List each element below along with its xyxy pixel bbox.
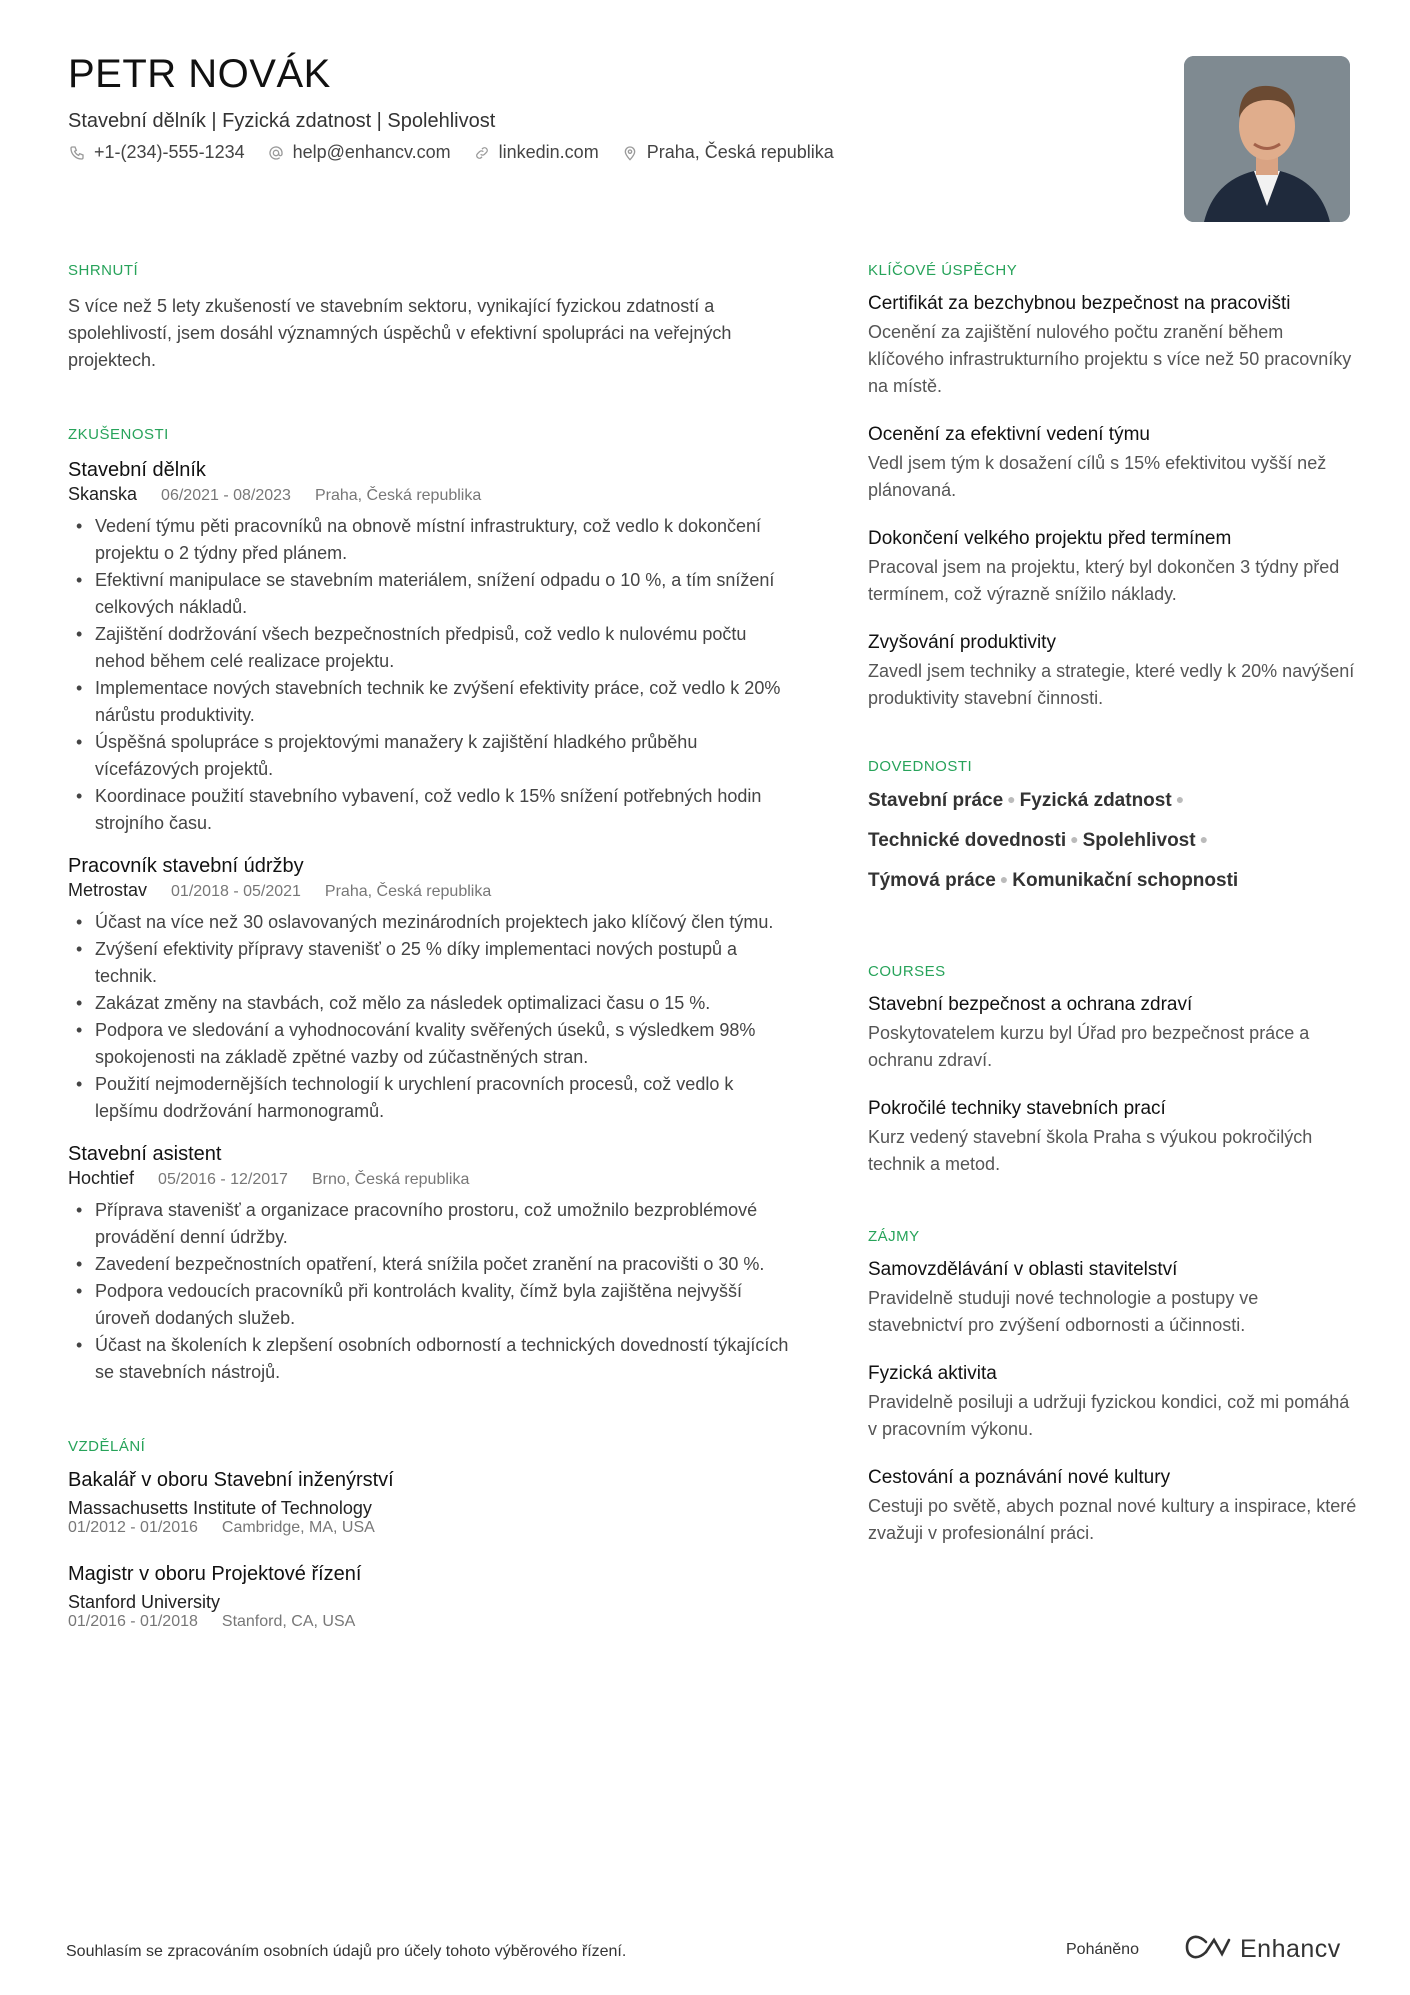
job-title: Stavební asistent (68, 1143, 222, 1165)
course-item (868, 1098, 1358, 1178)
course-desc: Poskytovatelem kurzu byl Úřad pro bezpečnost práce a ochranu zdraví. (868, 1023, 1310, 1070)
education-section (68, 1438, 798, 1631)
experience-item (68, 855, 798, 1125)
bullet-item: • Efektivní manipulace se stavebním materiálem, snížení odpadu o 10 %, a tím snížení celkových nákladů. (68, 567, 798, 621)
website-text: linkedin.com (498, 142, 599, 162)
course-title: Pokročilé techniky stavebních prací (868, 1098, 1166, 1119)
bullet-item: • Implementace nových stavebních technik ke zvýšení efektivity práce, což vedlo k 20% nárůstu produktivity. (68, 675, 798, 729)
achievement-item (868, 424, 1358, 504)
achievement-item (868, 528, 1358, 608)
skill-tag: Fyzická zdatnost (1019, 790, 1172, 811)
education-dates: 01/2016 - 01/2018 (68, 1613, 198, 1630)
company-name: Skanska (68, 484, 138, 504)
job-bullets (68, 513, 798, 837)
contact-bar (68, 142, 856, 163)
summary-section (68, 262, 798, 374)
email-text: help@enhancv.com (292, 142, 451, 162)
job-dates: 01/2018 - 05/2021 (171, 883, 301, 900)
education-item (68, 1563, 798, 1631)
degree-title: Magistr v oboru Projektové řízení (68, 1563, 362, 1585)
bullet-item: • Zvýšení efektivity přípravy stavenišť o 25 % díky implementaci nových postupů a technik. (68, 936, 798, 990)
skill-tag: Komunikační schopnosti (1012, 870, 1239, 891)
achievement-title: Dokončení velkého projektu před termínem (868, 528, 1232, 549)
bullet-item: • Koordinace použití stavebního vybavení, což vedlo k 15% snížení potřebných hodin strojního času. (68, 783, 798, 837)
profile-photo (1184, 56, 1350, 222)
job-meta (68, 880, 798, 901)
course-item (868, 994, 1358, 1074)
link-icon (473, 144, 491, 162)
summary-text: S více než 5 lety zkušeností ve stavebním sektoru, vynikající fyzickou zdatností a spolehlivostí, jsem dosáhl významných úspěchů v efektivní spolupráci na veřejných projektech. (68, 296, 732, 370)
experience-heading: ZKUŠENOSTI (68, 426, 169, 443)
achievement-desc: Ocenění za zajištění nulového počtu zranění během klíčového infrastrukturního projektu s více než 50 pracovníky na místě. (868, 322, 1352, 396)
interest-title: Samovzdělávání v oblasti stavitelství (868, 1259, 1178, 1280)
at-icon (267, 144, 285, 162)
skill-separator: ● (1007, 791, 1016, 807)
job-dates: 05/2016 - 12/2017 (158, 1171, 288, 1188)
interest-desc: Pravidelně studuji nové technologie a postupy ve stavebnictví pro zvýšení odbornosti a účinnosti. (868, 1288, 1259, 1335)
phone-text: +1-(234)-555-1234 (94, 142, 245, 162)
job-meta (68, 1168, 798, 1189)
contact-website[interactable] (473, 142, 599, 163)
job-location: Praha, Česká republika (314, 487, 482, 504)
interest-title: Fyzická aktivita (868, 1363, 997, 1384)
bullet-item: • Úspěšná spolupráce s projektovými manažery k zajištění hladkého průběhu vícefázových projektů. (68, 729, 798, 783)
job-location: Praha, Česká republika (324, 883, 492, 900)
skill-tag: Stavební práce (868, 790, 1004, 811)
company-name: Metrostav (68, 880, 148, 900)
achievement-desc: Vedl jsem tým k dosažení cílů s 15% efektivitou vyšší než plánovaná. (868, 453, 1327, 500)
interests-heading: ZÁJMY (868, 1228, 920, 1245)
job-meta (68, 484, 798, 505)
skill-separator: ● (1070, 831, 1079, 847)
bullet-item: • Účast na školeních k zlepšení osobních odborností a technických dovedností týkajících se stavebních nástrojů. (68, 1332, 798, 1386)
phone-icon (68, 144, 86, 162)
achievement-item (868, 632, 1358, 712)
achievements-heading: KLÍČOVÉ ÚSPĚCHY (868, 262, 1018, 279)
bullet-item: • Použití nejmodernějších technologií k urychlení pracovních procesů, což vedlo k lepšímu dodržování harmonogramů. (68, 1071, 798, 1125)
interest-item (868, 1259, 1358, 1339)
course-desc: Kurz vedený stavební škola Praha s výukou pokročilých technik a metod. (868, 1127, 1313, 1174)
skills-row (868, 861, 1358, 901)
bullet-item: • Účast na více než 30 oslavovaných mezinárodních projektech jako klíčový člen týmu. (68, 909, 798, 936)
bullet-item: • Zakázat změny na stavbách, což mělo za následek optimalizaci času o 15 %. (68, 990, 798, 1017)
company-name: Hochtief (68, 1168, 135, 1188)
location-text: Praha, Česká republika (646, 142, 834, 162)
achievement-title: Zvyšování produktivity (868, 632, 1056, 653)
achievement-desc: Pracoval jsem na projektu, který byl dokončen 3 týdny před termínem, což výrazně snížilo náklady. (868, 557, 1340, 604)
skill-tag: Technické dovednosti (868, 830, 1067, 851)
job-bullets (68, 909, 798, 1125)
skill-separator: ● (1199, 831, 1209, 847)
experience-item (68, 1143, 798, 1386)
achievement-title: Certifikát za bezchybnou bezpečnost na pracovišti (868, 293, 1291, 314)
contact-phone[interactable] (68, 142, 245, 163)
skill-tag: Týmová práce (868, 870, 996, 891)
education-meta (68, 1613, 798, 1631)
courses-heading: COURSES (868, 963, 946, 980)
education-location: Cambridge, MA, USA (221, 1519, 375, 1536)
skill-tag: Spolehlivost (1082, 830, 1196, 851)
interest-item (868, 1467, 1358, 1547)
interest-desc: Cestuji po světě, abych poznal nové kultury a inspirace, které zvažuji v profesionální práci. (868, 1496, 1357, 1543)
job-location: Brno, Česká republika (311, 1171, 470, 1188)
bullet-item: • Vedení týmu pěti pracovníků na obnově místní infrastruktury, což vedlo k dokončení projektu o 2 týdny před plánem. (68, 513, 798, 567)
experience-section (68, 426, 798, 1386)
job-title: Stavební dělník (68, 459, 206, 481)
interest-desc: Pravidelně posiluji a udržuji fyzickou kondici, což mi pomáhá v pracovním výkonu. (868, 1392, 1350, 1439)
powered-by-label: Poháněno (1066, 1941, 1139, 1958)
school-name: Stanford University (68, 1592, 221, 1612)
enhancv-logo[interactable] (1184, 1934, 1341, 1965)
course-title: Stavební bezpečnost a ochrana zdraví (868, 994, 1193, 1015)
bullet-item: • Zajištění dodržování všech bezpečnostních předpisů, což vedlo k nulovému počtu nehod během celé realizace projektu. (68, 621, 798, 675)
location-pin-icon (621, 144, 639, 162)
skills-row (868, 821, 1358, 861)
achievement-item (868, 293, 1358, 400)
bullet-item: • Podpora ve sledování a vyhodnocování kvality svěřených úseků, s výsledkem 98% spokojenosti na základě zpětné vazby od zúčastněných stran. (68, 1017, 798, 1071)
right-column (868, 262, 1358, 1547)
contact-email[interactable] (267, 142, 451, 163)
enhancv-logo-text: Enhancv (1240, 1935, 1341, 1963)
school-name: Massachusetts Institute of Technology (68, 1498, 372, 1518)
candidate-name: PETR NOVÁK (68, 52, 331, 96)
education-location: Stanford, CA, USA (221, 1613, 356, 1630)
achievement-title: Ocenění za efektivní vedení týmu (868, 424, 1150, 445)
job-title: Pracovník stavební údržby (68, 855, 304, 877)
education-item (68, 1469, 798, 1537)
skill-separator: ● (1175, 791, 1185, 807)
left-column (68, 262, 798, 1631)
achievement-desc: Zavedl jsem techniky a strategie, které vedly k 20% navýšení produktivity stavební činnosti. (868, 661, 1355, 708)
education-heading: VZDĚLÁNÍ (68, 1438, 146, 1455)
interest-item (868, 1363, 1358, 1443)
achievements-section (868, 262, 1358, 712)
contact-location (621, 142, 834, 163)
enhancv-logo-icon (1184, 1934, 1232, 1965)
skills-heading: DOVEDNOSTI (868, 758, 973, 775)
job-bullets (68, 1197, 798, 1386)
education-meta (68, 1519, 798, 1537)
courses-section (868, 963, 1358, 1178)
skills-row (868, 781, 1358, 821)
skills-section (868, 758, 1358, 901)
education-dates: 01/2012 - 01/2016 (68, 1519, 198, 1536)
bullet-item: • Podpora vedoucích pracovníků při kontrolách kvality, čímž byla zajištěna nejvyšší úroveň dodaných služeb. (68, 1278, 798, 1332)
bullet-item: • Příprava stavenišť a organizace pracovního prostoru, což umožnilo bezproblémové provádění denní údržby. (68, 1197, 798, 1251)
candidate-headline: Stavební dělník | Fyzická zdatnost | Spolehlivost (68, 110, 496, 132)
consent-text: Souhlasím se zpracováním osobních údajů pro účely tohoto výběrového řízení. (66, 1943, 627, 1960)
skill-separator: ● (999, 871, 1009, 887)
job-dates: 06/2021 - 08/2023 (161, 487, 291, 504)
summary-heading: SHRNUTÍ (68, 262, 139, 279)
experience-item (68, 459, 798, 837)
interests-section (868, 1228, 1358, 1547)
degree-title: Bakalář v oboru Stavební inženýrství (68, 1469, 394, 1491)
interest-title: Cestování a poznávání nové kultury (868, 1467, 1171, 1488)
bullet-item: • Zavedení bezpečnostních opatření, která snížila počet zranění na pracovišti o 30 %. (68, 1251, 798, 1278)
